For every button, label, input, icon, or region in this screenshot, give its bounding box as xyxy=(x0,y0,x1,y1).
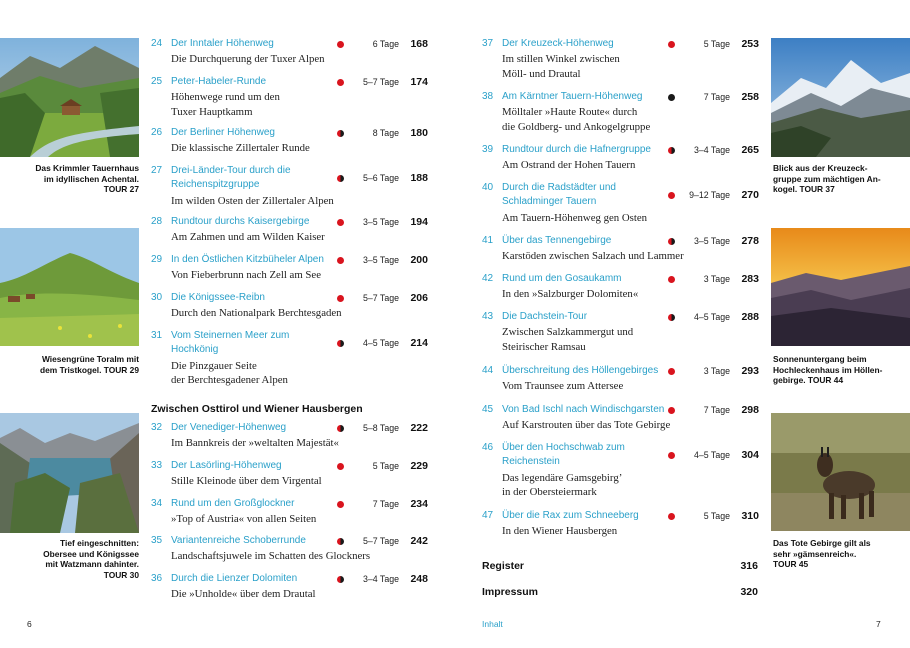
toc-entry-number: 33 xyxy=(151,460,163,471)
toc-entry-number: 28 xyxy=(151,216,163,227)
toc-entry-days: 4–5 Tage xyxy=(693,312,730,322)
toc-entry-days: 4–5 Tage xyxy=(362,338,399,349)
toc-entry-page: 304 xyxy=(741,449,759,462)
toc-entry-number: 38 xyxy=(482,91,494,102)
toc-entry-number: 34 xyxy=(151,498,163,509)
toc-entry-page: 265 xyxy=(741,144,759,156)
toc-entry-title-text: Die Dachstein-Tour xyxy=(502,311,588,322)
toc-entry-title[interactable] xyxy=(151,572,297,586)
toc-entry-title[interactable] xyxy=(482,37,614,51)
toc-entry-subtitle: Das legendäre Gamsgebirg’ xyxy=(502,471,623,484)
toc-entry-subtitle: Im Bannkreis der »weltalten Majestät« xyxy=(171,437,339,450)
photo-wiesengruene-toralm xyxy=(0,228,139,346)
toc-entry-title[interactable] xyxy=(502,195,596,209)
toc-entry-days: 4–5 Tage xyxy=(693,450,730,461)
difficulty-dot-icon xyxy=(668,41,675,48)
toc-entry-subtitle: Mölltaler »Haute Route« durch xyxy=(502,106,638,119)
toc-entry-subtitle: Im wilden Osten der Zillertaler Alpen xyxy=(171,194,334,207)
page-number-left: 6 xyxy=(27,619,32,629)
toc-entry-title-text: Überschreitung des Höllengebirges xyxy=(502,365,659,376)
toc-entry-number: 24 xyxy=(151,38,163,49)
toc-entry-subtitle: Höhenwege rund um den xyxy=(171,91,280,104)
toc-entry-subtitle: Steirischer Ramsau xyxy=(502,340,586,353)
toc-entry-title-text: Rundtour durchs Kaisergebirge xyxy=(171,216,310,227)
toc-entry-title[interactable] xyxy=(151,126,275,140)
toc-entry-number: 39 xyxy=(482,144,494,155)
difficulty-dot-icon xyxy=(668,238,675,245)
toc-entry-title-text: Variantenreiche Schoberrunde xyxy=(171,535,306,546)
toc-entry-subtitle: der Berchtesgadener Alpen xyxy=(171,373,288,386)
toc-entry-title[interactable] xyxy=(482,143,651,157)
toc-entry-title[interactable] xyxy=(482,310,587,324)
caption-sonnenuntergang-hochleckenhaus: Sonnenuntergang beim Hochleckenhaus im Höllen- gebirge. TOUR 44 xyxy=(773,354,883,386)
toc-entry-title[interactable] xyxy=(482,364,658,378)
toc-entry-page: 222 xyxy=(410,422,428,434)
difficulty-dot-icon xyxy=(668,147,675,154)
toc-entry-days: 5 Tage xyxy=(703,511,730,521)
toc-entry-number: 40 xyxy=(482,182,494,193)
toc-entry-title[interactable] xyxy=(482,509,639,523)
toc-entry-page: 180 xyxy=(410,127,428,139)
toc-entry-days: 7 Tage xyxy=(703,405,730,415)
toc-entry-subtitle: Die klassische Zillertaler Runde xyxy=(171,142,310,155)
toc-entry-title-text: Drei-Länder-Tour durch die xyxy=(171,165,291,176)
toc-entry-days: 5–7 Tage xyxy=(362,293,399,303)
toc-entry-number: 47 xyxy=(482,510,494,521)
toc-entry-title-text: Vom Steinernen Meer zum xyxy=(171,330,290,341)
toc-entry-page: 278 xyxy=(741,235,759,247)
toc-entry-number: 31 xyxy=(151,330,163,341)
toc-entry-title-text: Durch die Radstädter und xyxy=(502,182,616,193)
difficulty-dot-icon xyxy=(668,452,675,459)
toc-entry-page: 168 xyxy=(410,38,428,50)
impressum-label: Impressum xyxy=(482,586,539,598)
difficulty-dot-icon xyxy=(337,425,344,432)
toc-entry-days: 7 Tage xyxy=(703,92,730,102)
toc-entry-title-text: Schladminger Tauern xyxy=(502,196,597,208)
toc-entry-subtitle: Landschaftsjuwele im Schatten des Glockners xyxy=(171,550,371,563)
toc-entry-subtitle: Die »Unholde« über dem Drautal xyxy=(171,588,316,601)
difficulty-dot-icon xyxy=(337,295,344,302)
section-heading: Zwischen Osttirol und Wiener Hausbergen xyxy=(151,403,363,415)
toc-entry-days: 8 Tage xyxy=(372,128,399,138)
page-number-right: 7 xyxy=(876,619,881,629)
toc-entry-subtitle: »Top of Austria« von allen Seiten xyxy=(171,513,317,526)
caption-kreuzeckgruppe: Blick aus der Kreuzeck- gruppe zum mächtigen An- kogel. TOUR 37 xyxy=(773,163,881,195)
difficulty-dot-icon xyxy=(668,192,675,199)
toc-entry-title[interactable] xyxy=(482,272,622,286)
toc-entry-subtitle: Von Fieberbrunn nach Zell am See xyxy=(171,269,322,282)
toc-entry-subtitle: Karstöden zwischen Salzach und Lammer xyxy=(502,250,684,263)
toc-entry-title-text: Hochkönig xyxy=(171,344,219,356)
toc-entry-days: 3 Tage xyxy=(703,366,730,376)
toc-entry-title-text: In den Östlichen Kitzbüheler Alpen xyxy=(171,254,324,265)
toc-entry-page: 242 xyxy=(410,535,428,547)
toc-entry-page: 214 xyxy=(410,337,428,350)
toc-left-column xyxy=(151,0,428,648)
toc-entry-title[interactable] xyxy=(151,534,306,548)
toc-entry-days: 7 Tage xyxy=(372,499,399,509)
toc-entry-number: 42 xyxy=(482,273,494,284)
toc-entry-days: 3–5 Tage xyxy=(362,255,399,265)
toc-entry-title[interactable] xyxy=(151,37,274,51)
toc-entry-page: 293 xyxy=(741,365,759,377)
toc-entry-days: 5–7 Tage xyxy=(362,536,399,546)
toc-entry-subtitle: Die Durchquerung der Tuxer Alpen xyxy=(171,53,325,66)
toc-entry-subtitle: in der Obersteiermark xyxy=(502,485,597,498)
toc-entry-days: 3–4 Tage xyxy=(693,145,730,155)
toc-entry-title-text: Peter-Habeler-Runde xyxy=(171,76,267,87)
toc-entry-title-text: Reichenstein xyxy=(502,456,560,468)
difficulty-dot-icon xyxy=(337,175,344,182)
difficulty-dot-icon xyxy=(337,79,344,86)
photo-obersee-koenigssee xyxy=(0,413,139,533)
toc-entry-title-text: Der Kreuzeck-Höhenweg xyxy=(502,38,614,49)
toc-entry-days: 5–7 Tage xyxy=(362,77,399,87)
toc-entry-page: 298 xyxy=(741,404,759,416)
toc-entry-subtitle: Am Ostrand der Hohen Tauern xyxy=(502,159,636,172)
toc-entry-days: 6 Tage xyxy=(372,39,399,49)
toc-entry-number: 41 xyxy=(482,235,494,246)
toc-entry-subtitle: Am Tauern-Höhenweg gen Osten xyxy=(502,211,648,224)
toc-entry-title[interactable] xyxy=(151,164,291,178)
toc-entry-days: 3 Tage xyxy=(703,274,730,284)
toc-entry-title[interactable] xyxy=(151,497,294,511)
toc-entry-page: 258 xyxy=(741,91,759,103)
difficulty-dot-icon xyxy=(668,368,675,375)
toc-entry-title[interactable] xyxy=(151,329,289,343)
toc-entry-title-text: Rund um den Großglockner xyxy=(171,498,295,509)
toc-entry-title-text: Von Bad Ischl nach Windischgarsten xyxy=(502,404,665,415)
toc-entry-title[interactable] xyxy=(482,441,625,455)
difficulty-dot-icon xyxy=(668,276,675,283)
toc-entry-title[interactable] xyxy=(482,181,616,195)
difficulty-dot-icon xyxy=(337,538,344,545)
toc-entry-title-text: Über die Rax zum Schneeberg xyxy=(502,510,639,521)
difficulty-dot-icon xyxy=(337,257,344,264)
toc-entry-page: 310 xyxy=(741,510,759,522)
toc-entry-days: 3–5 Tage xyxy=(362,217,399,227)
toc-entry-page: 194 xyxy=(410,216,428,228)
difficulty-dot-icon xyxy=(668,94,675,101)
toc-entry-title-text: Die Königssee-Reibn xyxy=(171,292,265,303)
toc-entry-number: 46 xyxy=(482,442,494,453)
toc-entry-title-text: Am Kärntner Tauern-Höhenweg xyxy=(502,91,643,102)
toc-entry-number: 45 xyxy=(482,404,494,415)
toc-entry-title[interactable] xyxy=(151,215,309,229)
toc-entry-title[interactable] xyxy=(151,291,265,305)
caption-gaemse-totes-gebirge: Das Tote Gebirge gilt als sehr »gämsenreich«. TOUR 45 xyxy=(773,538,871,570)
toc-entry-title[interactable] xyxy=(151,253,324,267)
toc-entry-subtitle: Zwischen Salzkammergut und xyxy=(502,326,634,339)
toc-entry-days: 5 Tage xyxy=(372,461,399,471)
difficulty-dot-icon xyxy=(337,576,344,583)
register-page: 316 xyxy=(740,560,758,572)
impressum-page: 320 xyxy=(740,586,758,598)
toc-entry-title-text: Der Inntaler Höhenweg xyxy=(171,38,274,49)
toc-entry-subtitle: Auf Karstrouten über das Tote Gebirge xyxy=(502,419,671,432)
toc-entry-title-text: Reichenspitzgruppe xyxy=(171,179,260,191)
caption-obersee-koenigssee: Tief eingeschnitten: Obersee und Königssee mit Watzmann dahinter. TOUR 30 xyxy=(43,538,139,580)
toc-entry-subtitle: die Goldberg- und Ankogelgruppe xyxy=(502,120,651,133)
toc-entry-title[interactable] xyxy=(482,234,611,248)
footer-inhalt: Inhalt xyxy=(482,619,503,629)
difficulty-dot-icon xyxy=(668,407,675,414)
toc-entry-title[interactable] xyxy=(171,178,259,192)
difficulty-dot-icon xyxy=(337,130,344,137)
difficulty-dot-icon xyxy=(668,314,675,321)
toc-entry-number: 44 xyxy=(482,365,494,376)
toc-entry-title[interactable] xyxy=(171,343,218,357)
photo-gaemse-totes-gebirge xyxy=(771,413,910,531)
toc-entry-number: 36 xyxy=(151,573,163,584)
toc-entry-number: 43 xyxy=(482,311,494,322)
toc-entry-subtitle: Tuxer Hauptkamm xyxy=(171,105,253,118)
toc-entry-number: 37 xyxy=(482,38,494,49)
toc-entry-page: 200 xyxy=(410,254,428,266)
caption-krimmler-tauernhaus: Das Krimmler Tauernhaus im idyllischen Achental. TOUR 27 xyxy=(35,163,139,195)
toc-entry-number: 25 xyxy=(151,76,163,87)
difficulty-dot-icon xyxy=(337,219,344,226)
difficulty-dot-icon xyxy=(337,463,344,470)
toc-entry-subtitle: Im stillen Winkel zwischen xyxy=(502,53,620,66)
toc-entry-number: 26 xyxy=(151,127,163,138)
toc-entry-title[interactable] xyxy=(151,421,286,435)
difficulty-dot-icon xyxy=(668,513,675,520)
register-label: Register xyxy=(482,560,525,572)
toc-entry-subtitle: Vom Traunsee zum Attersee xyxy=(502,380,624,393)
toc-entry-number: 29 xyxy=(151,254,163,265)
difficulty-dot-icon xyxy=(337,340,344,347)
toc-entry-page: 288 xyxy=(741,311,759,323)
toc-entry-title-text: Über das Tennengebirge xyxy=(502,235,612,246)
toc-entry-days: 3–4 Tage xyxy=(362,574,399,584)
toc-entry-subtitle: Durch den Nationalpark Berchtesgaden xyxy=(171,307,342,320)
photo-sonnenuntergang-hochleckenhaus xyxy=(771,228,910,346)
difficulty-dot-icon xyxy=(337,501,344,508)
toc-entry-title-text: Durch die Lienzer Dolomiten xyxy=(171,573,298,584)
toc-entry-title[interactable] xyxy=(151,459,282,473)
toc-entry-number: 30 xyxy=(151,292,163,303)
toc-entry-subtitle: Die Pinzgauer Seite xyxy=(171,359,257,372)
toc-entry-title-text: Der Berliner Höhenweg xyxy=(171,127,275,138)
toc-entry-page: 229 xyxy=(410,460,428,472)
toc-entry-title-text: Der Lasörling-Höhenweg xyxy=(171,460,282,471)
toc-entry-title[interactable] xyxy=(482,403,664,417)
toc-entry-subtitle: Stille Kleinode über dem Virgental xyxy=(171,475,322,488)
photo-krimmler-tauernhaus xyxy=(0,38,139,157)
toc-entry-title[interactable] xyxy=(482,90,642,104)
toc-entry-days: 5 Tage xyxy=(703,39,730,49)
toc-entry-subtitle: Am Zahmen und am Wilden Kaiser xyxy=(171,231,325,244)
caption-wiesengruene-toralm: Wiesengrüne Toralm mit dem Tristkogel. TOUR 29 xyxy=(40,354,139,375)
toc-entry-days: 3–5 Tage xyxy=(693,236,730,246)
toc-entry-number: 35 xyxy=(151,535,163,546)
toc-entry-number: 32 xyxy=(151,422,163,433)
toc-entry-page: 283 xyxy=(741,273,759,285)
toc-entry-page: 253 xyxy=(741,38,759,50)
toc-entry-subtitle: Möll- und Drautal xyxy=(502,67,581,80)
toc-entry-page: 248 xyxy=(410,573,428,585)
toc-entry-title[interactable] xyxy=(151,75,266,89)
toc-entry-page: 206 xyxy=(410,292,428,304)
toc-entry-page: 174 xyxy=(410,76,428,88)
toc-entry-days: 9–12 Tage xyxy=(689,190,730,201)
toc-entry-title-text: Über den Hochschwab zum xyxy=(502,442,625,453)
toc-entry-number: 27 xyxy=(151,165,163,176)
toc-entry-title-text: Rund um den Gosaukamm xyxy=(502,273,622,284)
difficulty-dot-icon xyxy=(337,41,344,48)
toc-right-column xyxy=(482,0,759,648)
toc-entry-days: 5–8 Tage xyxy=(362,423,399,433)
toc-entry-page: 234 xyxy=(410,498,428,510)
toc-entry-title-text: Rundtour durch die Hafnergruppe xyxy=(502,144,651,155)
toc-entry-title[interactable] xyxy=(502,455,560,469)
toc-entry-subtitle: In den Wiener Hausbergen xyxy=(502,525,618,538)
toc-entry-title-text: Der Venediger-Höhenweg xyxy=(171,422,287,433)
toc-entry-subtitle: In den »Salzburger Dolomiten« xyxy=(502,288,639,301)
photo-kreuzeckgruppe xyxy=(771,38,910,157)
toc-entry-page: 270 xyxy=(741,189,759,202)
toc-entry-days: 5–6 Tage xyxy=(362,173,399,184)
toc-entry-page: 188 xyxy=(410,172,428,185)
